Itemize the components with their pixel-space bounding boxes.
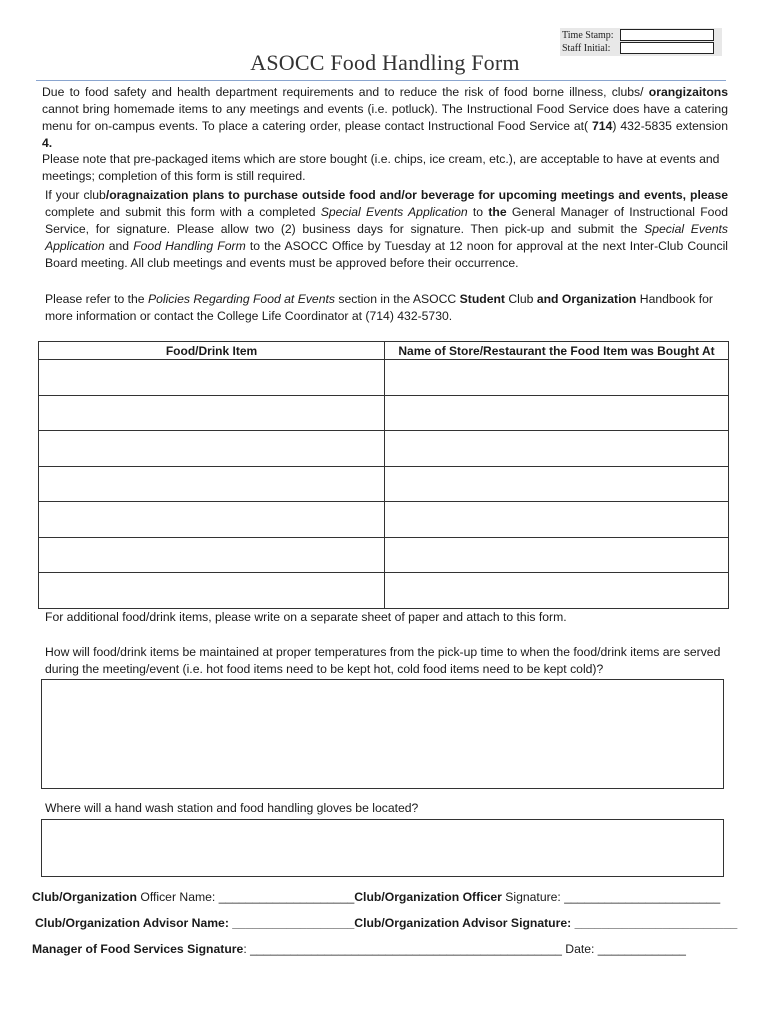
officer-name-label-bold: Club/Organization	[32, 890, 137, 904]
staff-initial-label: Staff Initial:	[562, 43, 611, 54]
store-name-cell[interactable]	[385, 395, 729, 431]
table-row	[39, 431, 729, 467]
policies-d: Handbook for more information or contact the College Life Coordinator at (714) 432-5730.	[45, 292, 713, 323]
policies-paragraph	[45, 291, 728, 325]
food-item-cell[interactable]	[39, 537, 385, 573]
store-name-cell[interactable]	[385, 537, 729, 573]
table-header-row	[39, 342, 729, 360]
title-divider	[36, 80, 726, 81]
intro-phone-area: 714	[588, 119, 613, 133]
officer-name-field[interactable]: ____________________	[218, 890, 355, 904]
table-row	[39, 360, 729, 396]
officer-signature-label-bold: Club/Organization Officer	[354, 890, 502, 904]
outside-food-c: to	[467, 205, 489, 219]
outside-food-d: General Manager of Instructional Food Service, for signature. Please allow two (2) business days for signature. Then pick-up and submit the	[45, 205, 729, 236]
policies-b: section in the ASOCC	[334, 292, 460, 306]
outside-food-f: to the ASOCC Office by Tuesday at 12 noon for approval at the next Inter-Club Council Board meeting. All club meetings and events must be approved before their occurrence.	[45, 239, 728, 270]
policies-c: Club	[504, 292, 537, 306]
store-name-cell[interactable]	[385, 573, 729, 609]
policies-a-italic: Policies Regarding Food at Events	[147, 292, 335, 306]
time-stamp-label: Time Stamp:	[562, 30, 614, 41]
outside-food-a: If your club	[45, 188, 106, 202]
advisor-signature-label: Club/Organization Advisor Signature:	[354, 916, 575, 930]
table-row	[39, 502, 729, 538]
food-item-cell[interactable]	[39, 466, 385, 502]
outside-food-a-bold: /oragnaization plans to purchase outside food and/or beverage for upcoming meetings and events, please	[105, 188, 728, 202]
intro-paragraph	[42, 84, 728, 152]
food-item-cell[interactable]	[39, 360, 385, 396]
table-row	[39, 573, 729, 609]
advisor-signature-field[interactable]: ________________________	[574, 916, 738, 930]
outside-food-b: complete and submit this form with a completed	[45, 205, 321, 219]
food-item-cell[interactable]	[39, 395, 385, 431]
food-items-table	[38, 341, 729, 609]
advisor-signature-line	[35, 915, 738, 932]
temperature-answer-box[interactable]	[41, 679, 724, 789]
food-item-cell[interactable]	[39, 573, 385, 609]
table-row	[39, 466, 729, 502]
manager-signature-label: Manager of Food Services Signature	[32, 942, 244, 956]
table-row	[39, 395, 729, 431]
outside-food-paragraph	[45, 187, 728, 272]
outside-food-e-italic: Food Handling Form	[133, 239, 246, 253]
intro-bold-orgs: orangizaitons	[648, 85, 728, 99]
store-name-cell[interactable]	[385, 466, 729, 502]
policies-b-bold: Student	[459, 292, 505, 306]
table-row	[39, 537, 729, 573]
officer-signature-field[interactable]: _______________________	[564, 890, 721, 904]
officer-name-label: Officer Name:	[136, 890, 219, 904]
intro-text: cannot bring homemade items to any meetings and events (i.e. potluck). The Instructional Food Service does have a catering menu for on-campus events. To place a catering order, please contact Instructional Food Service at(	[42, 102, 728, 133]
advisor-name-field[interactable]: __________________	[232, 916, 355, 930]
time-stamp-field[interactable]	[620, 29, 714, 41]
advisor-name-label: Club/Organization Advisor Name:	[35, 916, 233, 930]
temperature-question: How will food/drink items be maintained at proper temperatures from the pick-up time to when the food/drink items are served during the meeting/event (i.e. hot food items need to be kept hot, cold food items need to be kept cold)?	[45, 645, 721, 676]
handwash-question: Where will a hand wash station and food handling gloves be located?	[45, 801, 419, 815]
manager-colon: :	[243, 942, 251, 956]
officer-signature-label: Signature:	[501, 890, 565, 904]
store-name-cell[interactable]	[385, 431, 729, 467]
additional-items-note: For additional food/drink items, please write on a separate sheet of paper and attach to this form.	[45, 610, 567, 624]
prepackaged-note: Please note that pre-packaged items which are store bought (i.e. chips, ice cream, etc.), are acceptable to have at events and meetings; completion of this form is still required.	[42, 152, 720, 183]
food-item-cell[interactable]	[39, 431, 385, 467]
intro-line1: Due to food safety and health department requirements and to reduce the risk of food borne illness, clubs/	[42, 85, 644, 99]
column-header-food-item: Food/Drink Item	[39, 342, 385, 360]
outside-food-b-italic: Special Events Application	[320, 205, 468, 219]
handwash-answer-box[interactable]	[41, 819, 724, 877]
date-label: Date:	[561, 942, 598, 956]
manager-signature-field[interactable]: ______________________________________________	[250, 942, 562, 956]
date-field[interactable]: _____________	[597, 942, 686, 956]
store-name-cell[interactable]	[385, 502, 729, 538]
officer-signature-line	[32, 889, 732, 906]
outside-food-d-italic: Special Events Application	[45, 222, 728, 253]
intro-extension: 4.	[42, 136, 53, 150]
outside-food-c-bold: the	[488, 205, 507, 219]
store-name-cell[interactable]	[385, 360, 729, 396]
page-title: ASOCC Food Handling Form	[250, 50, 520, 75]
policies-a: Please refer to the	[45, 292, 148, 306]
manager-signature-line	[32, 941, 732, 958]
policies-c-bold: and Organization	[536, 292, 637, 306]
intro-phone: ) 432-5835 extension	[612, 119, 728, 133]
food-item-cell[interactable]	[39, 502, 385, 538]
outside-food-e: and	[104, 239, 134, 253]
column-header-store-name: Name of Store/Restaurant the Food Item was Bought At	[385, 342, 729, 360]
